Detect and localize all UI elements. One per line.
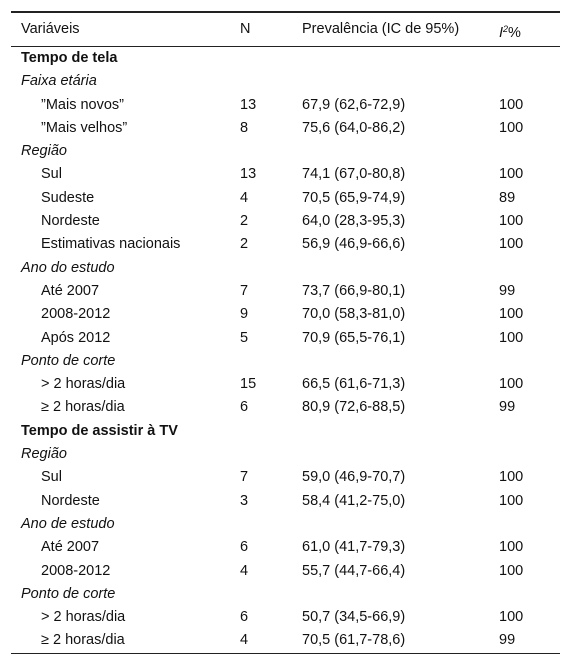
header-i2-superscript: 2 (503, 24, 509, 34)
header-n: N (240, 21, 251, 37)
row-label: ≥ 2 horas/dia (41, 399, 125, 416)
row-i2: 100 (499, 492, 524, 509)
row-n: 2 (240, 213, 249, 230)
table-header (11, 11, 560, 47)
row-n: 7 (240, 282, 249, 299)
row-i2: 100 (499, 562, 524, 579)
table-row (11, 233, 560, 256)
row-label: ”Mais novos” (41, 96, 124, 113)
table-row (11, 163, 560, 186)
row-prevalence: 55,7 (44,7-66,4) (302, 562, 406, 579)
row-i2: 100 (499, 96, 524, 113)
header-i2-letter: I (499, 25, 504, 41)
table-body (11, 47, 560, 654)
row-i2: 100 (499, 609, 524, 626)
row-label: > 2 horas/dia (41, 376, 126, 393)
row-label: Sul (41, 469, 62, 486)
row-i2: 99 (499, 282, 516, 299)
row-label: ≥ 2 horas/dia (41, 632, 125, 649)
row-i2: 100 (499, 469, 524, 486)
subgroup-row (11, 350, 560, 373)
table-row (11, 280, 560, 303)
subgroup-label: Região (21, 143, 67, 160)
row-prevalence: 59,0 (46,9-70,7) (302, 469, 406, 486)
subgroup-row (11, 70, 560, 93)
row-prevalence: 80,9 (72,6-88,5) (302, 399, 406, 416)
row-label: Até 2007 (41, 282, 100, 299)
row-n: 3 (240, 492, 249, 509)
row-label: 2008-2012 (41, 306, 111, 323)
row-n: 4 (240, 189, 249, 206)
row-label: ”Mais velhos” (41, 119, 128, 136)
row-prevalence: 70,9 (65,5-76,1) (302, 329, 406, 346)
table-row (11, 560, 560, 583)
row-n: 9 (240, 306, 249, 323)
row-i2: 100 (499, 213, 524, 230)
row-i2: 100 (499, 166, 524, 183)
subgroup-row (11, 443, 560, 466)
row-label: Nordeste (41, 492, 100, 509)
row-prevalence: 67,9 (62,6-72,9) (302, 96, 406, 113)
subgroup-label: Ano do estudo (21, 259, 115, 276)
header-variables: Variáveis (21, 21, 80, 37)
row-n: 5 (240, 329, 249, 346)
row-n: 2 (240, 236, 249, 253)
group-label: Tempo de tela (21, 50, 118, 66)
row-label: 2008-2012 (41, 562, 111, 579)
table-row (11, 536, 560, 559)
subgroup-label: Ponto de corte (21, 352, 116, 369)
row-n: 15 (240, 376, 257, 393)
row-i2: 100 (499, 306, 524, 323)
subgroup-row (11, 583, 560, 606)
table-row (11, 94, 560, 117)
row-prevalence: 66,5 (61,6-71,3) (302, 376, 406, 393)
subgroup-label: Ano de estudo (21, 515, 115, 532)
row-label: Após 2012 (41, 329, 111, 346)
row-prevalence: 74,1 (67,0-80,8) (302, 166, 406, 183)
row-i2: 89 (499, 189, 516, 206)
subgroup-label: Faixa etária (21, 73, 97, 90)
row-n: 6 (240, 399, 249, 416)
subgroup-row (11, 140, 560, 163)
row-i2: 100 (499, 119, 524, 136)
table-row (11, 490, 560, 513)
row-i2: 100 (499, 539, 524, 556)
table-row (11, 373, 560, 396)
table-row (11, 396, 560, 419)
row-i2: 100 (499, 329, 524, 346)
row-i2: 100 (499, 376, 524, 393)
table-row (11, 327, 560, 350)
header-prevalence: Prevalência (IC de 95%) (302, 21, 460, 37)
row-prevalence: 75,6 (64,0-86,2) (302, 119, 406, 136)
table-row (11, 210, 560, 233)
row-prevalence: 73,7 (66,9-80,1) (302, 282, 406, 299)
row-n: 13 (240, 96, 257, 113)
row-prevalence: 70,5 (65,9-74,9) (302, 189, 406, 206)
row-prevalence: 64,0 (28,3-95,3) (302, 213, 406, 230)
subgroup-label: Ponto de corte (21, 585, 116, 602)
row-prevalence: 70,5 (61,7-78,6) (302, 632, 406, 649)
table-row (11, 629, 560, 652)
subgroup-label: Região (21, 446, 67, 463)
row-label: Sudeste (41, 189, 95, 206)
row-label: Estimativas nacionais (41, 236, 181, 253)
row-n: 8 (240, 119, 249, 136)
row-label: Até 2007 (41, 539, 100, 556)
row-label: > 2 horas/dia (41, 609, 126, 626)
header-i2-unit: % (508, 25, 521, 41)
group-header-row (11, 420, 560, 443)
table-row (11, 466, 560, 489)
row-n: 4 (240, 562, 249, 579)
prevalence-table (11, 11, 560, 654)
row-n: 13 (240, 166, 257, 183)
row-i2: 99 (499, 632, 516, 649)
table-row (11, 187, 560, 210)
subgroup-row (11, 257, 560, 280)
row-prevalence: 61,0 (41,7-79,3) (302, 539, 406, 556)
row-prevalence: 56,9 (46,9-66,6) (302, 236, 406, 253)
row-i2: 99 (499, 399, 516, 416)
row-n: 4 (240, 632, 249, 649)
group-header-row (11, 47, 560, 70)
row-n: 6 (240, 539, 249, 556)
row-n: 7 (240, 469, 249, 486)
row-label: Nordeste (41, 213, 100, 230)
row-prevalence: 58,4 (41,2-75,0) (302, 492, 406, 509)
table-row (11, 303, 560, 326)
row-label: Sul (41, 166, 62, 183)
header-i2 (499, 13, 521, 49)
table-row (11, 117, 560, 140)
row-prevalence: 50,7 (34,5-66,9) (302, 609, 406, 626)
table-row (11, 606, 560, 629)
row-n: 6 (240, 609, 249, 626)
row-prevalence: 70,0 (58,3-81,0) (302, 306, 406, 323)
row-i2: 100 (499, 236, 524, 253)
subgroup-row (11, 513, 560, 536)
group-label: Tempo de assistir à TV (21, 422, 178, 439)
